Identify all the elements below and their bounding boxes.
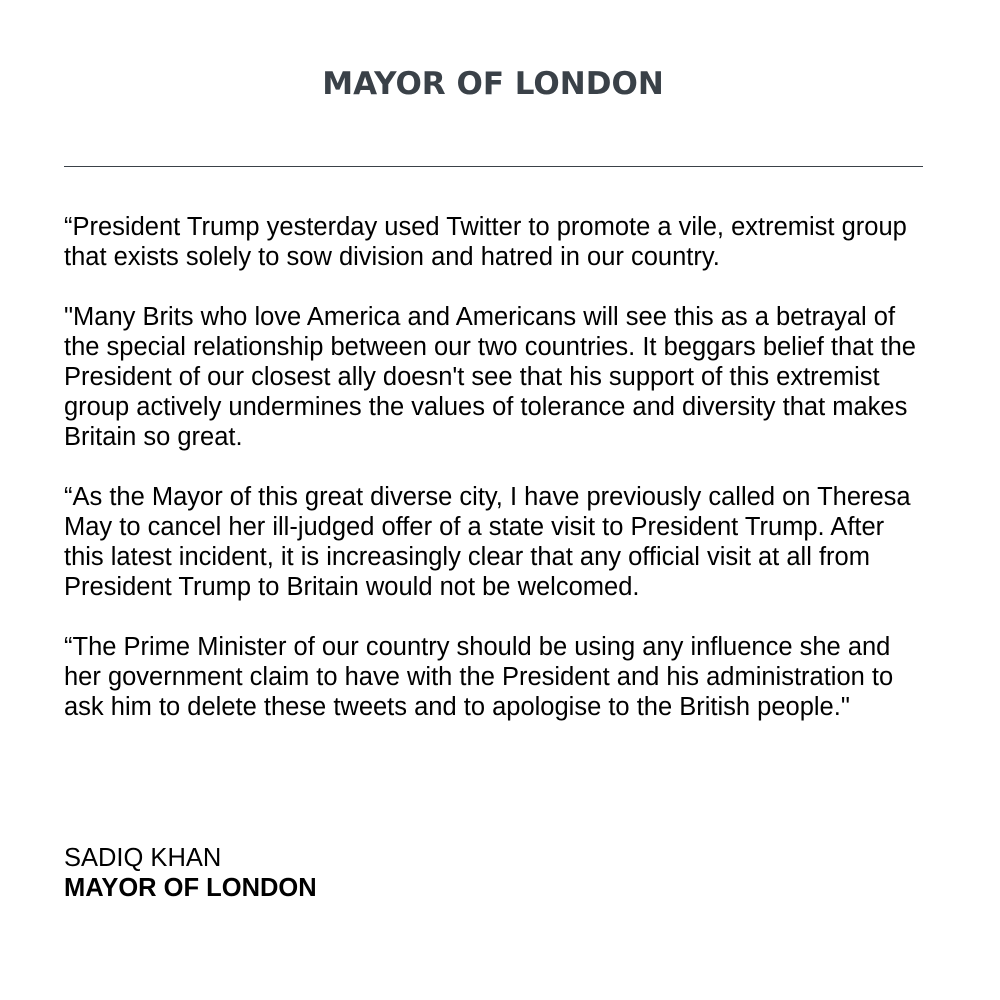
signature-block [64, 843, 317, 903]
statement-paragraph: “President Trump yesterday used Twitter to promote a vile, extremist group that exists solely to sow division and hatred in our country. [64, 213, 907, 271]
signature-title: MAYOR OF LONDON [64, 874, 317, 902]
statement-body [64, 212, 930, 752]
statement-paragraph: “As the Mayor of this great diverse city, I have previously called on Theresa May to cancel her ill-judged offer of a state visit to President Trump. After this latest incident, it is increasingly clear that any official visit at all from President Trump to Britain would not be welcomed. [64, 483, 911, 601]
statement-paragraph: "Many Brits who love America and Americans will see this as a betrayal of the special relationship between our two countries. It beggars belief that the President of our closest ally doesn't see that his support of this extremist group actively undermines the values of tolerance and diversity that makes Britain so great. [64, 303, 916, 451]
statement-paragraph: “The Prime Minister of our country should be using any influence she and her government claim to have with the President and his administration to ask him to delete these tweets and to apologise to the British people." [64, 633, 894, 721]
signature-name: SADIQ KHAN [64, 844, 222, 872]
page-title: MAYOR OF LONDON [322, 66, 664, 102]
header-divider [64, 166, 923, 167]
